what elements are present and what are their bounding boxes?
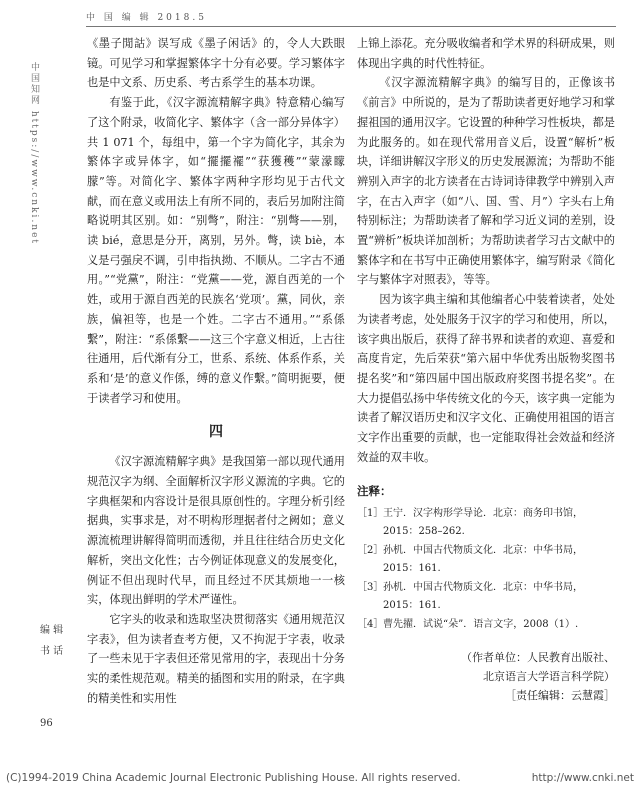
note-item bbox=[357, 505, 615, 541]
author-affiliation-line1: （作者单位：人民教育出版社、 bbox=[461, 651, 615, 665]
note-number: ［2］ bbox=[357, 545, 384, 557]
paragraph: 《汉字源流精解字典》是我国第一部以现代通用规范汉字为纲、全面解析汉字形义源流的字典。它的字典框架和内容设计是很具原创性的。字理分析引经据典，实事求是，对不明构形理据者付之阙如；意义源流梳理讲解得简明而透彻，并且往往结合历史文化解析，突出文化性；古今例证体现意义的发展变化，例证不但出现时代早，而且经过不厌其烦地一一核实，体现出鲜明的学术严谨性。 bbox=[87, 455, 345, 607]
note-item bbox=[357, 579, 615, 615]
right-column bbox=[357, 34, 615, 705]
copyright-text: (C)1994-2019 China Academic Journal Electronic Publishing House. All rights reserved. bbox=[6, 772, 461, 784]
section-label-bianji: 编 辑 bbox=[40, 625, 64, 636]
footer-url[interactable]: http://www.cnki.net bbox=[531, 772, 634, 784]
running-header: 中 国 编 辑 2018.5 bbox=[86, 13, 207, 23]
note-item bbox=[357, 616, 615, 634]
note-text: 孙机．中国古代物质文化．北京：中华书局，2015：161. bbox=[383, 582, 583, 612]
paragraph: 《墨子閒詁》误写成《墨子闲话》的，令人大跌眼镜。可见学习和掌握繁体字十分有必要。学习繁体字也是中文系、历史系、考古系学生的基本功课。 bbox=[87, 37, 345, 90]
page-number: 96 bbox=[40, 718, 53, 729]
note-text: 曹先擢．试说“朵”．语言文字，2008（1）. bbox=[383, 619, 579, 631]
note-text: 孙机．中国古代物质文化．北京：中华书局，2015：161. bbox=[383, 545, 583, 575]
paragraph: 它字头的收录和选取坚决贯彻落实《通用规范汉字表》，但为读者查考方便，又不拘泥于字表，收录了一些未见于字表但还常见常用的字，表现出十分务实的柔性规范观。精美的插图和实用的附录，在字典的精美性和实用性 bbox=[87, 612, 345, 705]
note-number: ［3］ bbox=[357, 582, 384, 594]
left-column bbox=[87, 34, 345, 709]
paragraph: 上锦上添花。充分吸收编者和学术界的科研成果，则体现出字典的时代性特征。 bbox=[357, 37, 615, 70]
section-label-shuhua: 书 话 bbox=[40, 646, 64, 657]
section-heading: 四 bbox=[209, 424, 223, 441]
author-affiliation-line2: 北京语言大学语言科学院） bbox=[483, 670, 615, 684]
paragraph: 《汉字源流精解字典》的编写目的，正像该书《前言》中所说的，是为了帮助读者更好地学习和掌握祖国的通用汉字。它设置的种种学习性板块，都是为此服务的。如在现代常用音义后，设置“解析”板块，详细讲解汉字形义的历史发展源流；为帮助不能辨别入声字的北方读者在古诗词诗律教学中辨别入声字，在古入声字（如“八、国、雪、月”）字头右上角特别标注；为帮助读者了解和学习近义词的差别，设置“辨析”板块详加剖析；为帮助读者学习古文献中的繁体字和在书写中正确使用繁体字，编写附录《简化字与繁体字对照表》，等等。 bbox=[357, 76, 615, 287]
paragraph: 因为该字典主编和其他编者心中装着读者，处处为读者考虑，处处服务于汉字的学习和使用，所以，该字典出版后，获得了辞书界和读者的欢迎、喜爱和高度肯定，先后荣获“第六届中华优秀出版物奖图书提名奖”和“第四届中国出版政府奖图书提名奖”。在大力提倡弘扬中华传统文化的今天，该字典一定能为读者了解汉语历史和汉字文化、正确使用祖国的语言文字作出重要的贡献，也一定能取得社会效益和经济效益的双丰收。 bbox=[357, 293, 615, 464]
note-number: ［1］ bbox=[357, 508, 384, 520]
note-item bbox=[357, 542, 615, 578]
paragraph: 有鉴于此，《汉字源流精解字典》特意精心编写了这个附录，收简化字、繁体字（含一部分异体字）共 1 071 个，每组中，第一个字为简化字，其余为繁体字或异体字，如“擺擺襬”“获獲穫”“蒙濛矇朦”等。对简化字、繁体字两种字形均见于古代文献，而在意义或用法上有所不同的，表后另加附注简略说明其区别。如：“别彆”，附注：“别彆——别，读 bié，意思是分开，离别，另外。彆，读 biè，本义是弓强戾不调，引申指执拗、不顺从。二字古不通用。”“党黨”，附注：“党黨——党，源自西羌的一个姓，或用于源自西羌的民族名‘党项’。黨，同伙，亲族，偏袒等，也是一个姓。二字古不通用。”“系係繫”，附注：“系係繫——这三个字意义相近，上古往往通用，后代渐有分工，世系、系统、体系作系，关系和‘是’的意义作係，缚的意义作繫。”简明扼要，便于读者学习和使用。 bbox=[87, 96, 345, 405]
note-number: ［4］ bbox=[357, 619, 384, 631]
notes-title: 注释： bbox=[357, 484, 392, 499]
rotated-watermark: 中国知网 https://www.cnki.net bbox=[29, 62, 39, 246]
responsible-editor: ［责任编辑：云慧霞］ bbox=[505, 689, 615, 703]
header-rule bbox=[86, 26, 616, 27]
note-text: 王宁．汉字构形学导论．北京：商务印书馆，2015：258–262. bbox=[383, 508, 583, 538]
